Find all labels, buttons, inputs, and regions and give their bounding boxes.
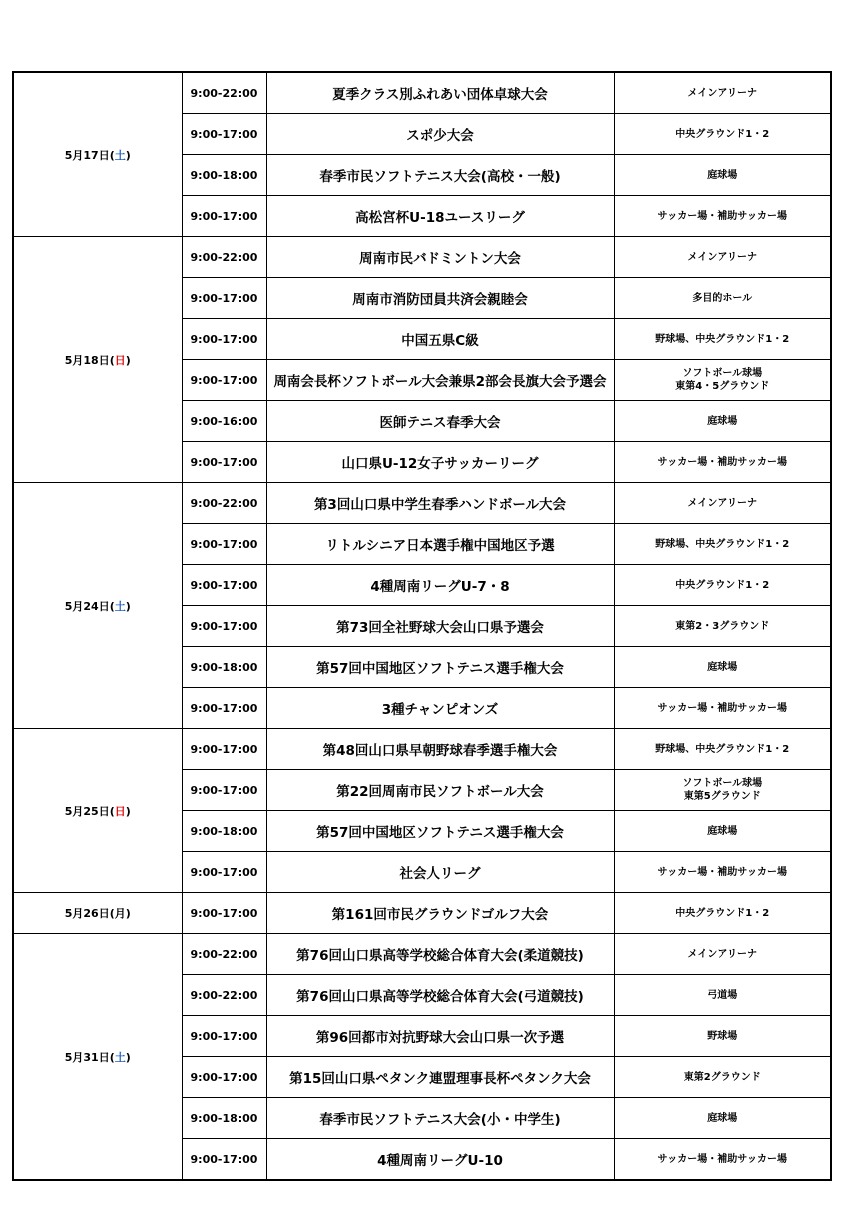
date-text: 5月24日 bbox=[64, 599, 110, 613]
venue-cell bbox=[614, 688, 831, 729]
paren-open: ( bbox=[109, 353, 115, 367]
paren-close: ) bbox=[125, 353, 131, 367]
venue-line: 庭球場 bbox=[707, 1112, 738, 1124]
venue-cell bbox=[614, 565, 831, 606]
date-cell bbox=[13, 893, 182, 934]
venue-line: 野球場、中央グラウンド1・2 bbox=[655, 333, 790, 345]
venue-line: メインアリーナ bbox=[687, 948, 757, 960]
event-name: 社会人リーグ bbox=[266, 852, 614, 893]
venue-line: サッカー場・補助サッカー場 bbox=[657, 1153, 788, 1165]
day-of-week: 日 bbox=[114, 804, 126, 818]
table-row bbox=[13, 893, 831, 934]
event-name: 4種周南リーグU-10 bbox=[266, 1139, 614, 1181]
venue-cell bbox=[614, 483, 831, 524]
time-cell: 9:00-17:00 bbox=[182, 1016, 266, 1057]
event-name: 第76回山口県高等学校総合体育大会(柔道競技) bbox=[266, 934, 614, 975]
date-text: 5月31日 bbox=[64, 1050, 110, 1064]
event-name: 第3回山口県中学生春季ハンドボール大会 bbox=[266, 483, 614, 524]
venue-cell bbox=[614, 647, 831, 688]
time-cell: 9:00-17:00 bbox=[182, 524, 266, 565]
time-cell: 9:00-18:00 bbox=[182, 647, 266, 688]
event-name: リトルシニア日本選手権中国地区予選 bbox=[266, 524, 614, 565]
time-cell: 9:00-17:00 bbox=[182, 729, 266, 770]
venue-line: 東第5グラウンド bbox=[683, 791, 761, 802]
date-cell bbox=[13, 934, 182, 1181]
paren-open: ( bbox=[109, 804, 115, 818]
time-cell: 9:00-17:00 bbox=[182, 1139, 266, 1181]
venue-line: サッカー場・補助サッカー場 bbox=[657, 702, 788, 714]
venue-line: メインアリーナ bbox=[687, 87, 757, 99]
time-cell: 9:00-18:00 bbox=[182, 155, 266, 196]
venue-cell bbox=[614, 155, 831, 196]
date-text: 5月26日 bbox=[64, 907, 110, 920]
paren-open: ( bbox=[109, 599, 115, 613]
venue-cell bbox=[614, 729, 831, 770]
time-cell: 9:00-17:00 bbox=[182, 1057, 266, 1098]
event-name: 山口県U-12女子サッカーリーグ bbox=[266, 442, 614, 483]
date-cell bbox=[13, 483, 182, 729]
event-name: 中国五県C級 bbox=[266, 319, 614, 360]
time-cell: 9:00-17:00 bbox=[182, 278, 266, 319]
time-cell: 9:00-17:00 bbox=[182, 606, 266, 647]
event-name: 第73回全社野球大会山口県予選会 bbox=[266, 606, 614, 647]
venue-cell bbox=[614, 606, 831, 647]
venue-cell bbox=[614, 770, 831, 811]
time-cell: 9:00-17:00 bbox=[182, 688, 266, 729]
table-row bbox=[13, 72, 831, 114]
venue-cell bbox=[614, 852, 831, 893]
venue-cell bbox=[614, 442, 831, 483]
table-row bbox=[13, 237, 831, 278]
date-text: 5月18日 bbox=[64, 353, 110, 367]
event-name: 高松宮杯U-18ユースリーグ bbox=[266, 196, 614, 237]
venue-line: 庭球場 bbox=[707, 169, 738, 181]
time-cell: 9:00-17:00 bbox=[182, 442, 266, 483]
venue-line: 中央グラウンド1・2 bbox=[675, 128, 770, 140]
venue-cell bbox=[614, 237, 831, 278]
paren-open: ( bbox=[109, 148, 115, 162]
venue-line: 庭球場 bbox=[707, 415, 738, 427]
time-cell: 9:00-18:00 bbox=[182, 1098, 266, 1139]
venue-cell bbox=[614, 934, 831, 975]
time-cell: 9:00-22:00 bbox=[182, 934, 266, 975]
time-cell: 9:00-17:00 bbox=[182, 196, 266, 237]
venue-cell bbox=[614, 196, 831, 237]
venue-cell bbox=[614, 319, 831, 360]
paren-close: ) bbox=[125, 148, 131, 162]
venue-cell bbox=[614, 1016, 831, 1057]
time-cell: 9:00-17:00 bbox=[182, 360, 266, 401]
venue-line: 東第2グラウンド bbox=[683, 1071, 761, 1083]
time-cell: 9:00-17:00 bbox=[182, 770, 266, 811]
event-name: 周南市民バドミントン大会 bbox=[266, 237, 614, 278]
venue-line: メインアリーナ bbox=[687, 497, 757, 509]
venue-cell bbox=[614, 114, 831, 155]
event-name: 周南市消防団員共済会親睦会 bbox=[266, 278, 614, 319]
venue-line: ソフトボール球場 bbox=[682, 778, 763, 789]
date-text: 5月25日 bbox=[64, 804, 110, 818]
paren-close: ) bbox=[125, 1050, 131, 1064]
venue-line: ソフトボール球場 bbox=[682, 368, 763, 379]
venue-line: 弓道場 bbox=[707, 989, 738, 1001]
venue-line: サッカー場・補助サッカー場 bbox=[657, 866, 788, 878]
venue-cell bbox=[614, 893, 831, 934]
time-cell: 9:00-22:00 bbox=[182, 72, 266, 114]
event-name: 第96回都市対抗野球大会山口県一次予選 bbox=[266, 1016, 614, 1057]
venue-cell bbox=[614, 278, 831, 319]
event-name: スポ少大会 bbox=[266, 114, 614, 155]
schedule-body bbox=[13, 72, 831, 1180]
venue-cell bbox=[614, 72, 831, 114]
event-name: 第57回中国地区ソフトテニス選手権大会 bbox=[266, 811, 614, 852]
venue-line: メインアリーナ bbox=[687, 251, 757, 263]
event-name: 第161回市民グラウンドゴルフ大会 bbox=[266, 893, 614, 934]
date-cell bbox=[13, 237, 182, 483]
time-cell: 9:00-22:00 bbox=[182, 237, 266, 278]
day-of-week: 土 bbox=[114, 1050, 126, 1064]
paren-close: ) bbox=[125, 907, 131, 920]
time-cell: 9:00-22:00 bbox=[182, 975, 266, 1016]
venue-cell bbox=[614, 975, 831, 1016]
time-cell: 9:00-17:00 bbox=[182, 852, 266, 893]
venue-line: 庭球場 bbox=[707, 661, 738, 673]
venue-cell bbox=[614, 360, 831, 401]
time-cell: 9:00-18:00 bbox=[182, 811, 266, 852]
venue-line: 野球場、中央グラウンド1・2 bbox=[655, 743, 790, 755]
paren-open: ( bbox=[109, 1050, 115, 1064]
date-cell bbox=[13, 72, 182, 237]
day-of-week: 土 bbox=[114, 148, 126, 162]
event-name: 第76回山口県高等学校総合体育大会(弓道競技) bbox=[266, 975, 614, 1016]
event-name: 春季市民ソフトテニス大会(小・中学生) bbox=[266, 1098, 614, 1139]
event-name: 第15回山口県ペタンク連盟理事長杯ペタンク大会 bbox=[266, 1057, 614, 1098]
event-schedule-table bbox=[12, 71, 832, 1181]
venue-line: 野球場 bbox=[707, 1030, 738, 1042]
event-name: 3種チャンピオンズ bbox=[266, 688, 614, 729]
event-name: 第57回中国地区ソフトテニス選手権大会 bbox=[266, 647, 614, 688]
event-name: 周南会長杯ソフトボール大会兼県2部会長旗大会予選会 bbox=[266, 360, 614, 401]
venue-cell bbox=[614, 524, 831, 565]
venue-line: 東第2・3グラウンド bbox=[675, 620, 770, 632]
paren-close: ) bbox=[125, 804, 131, 818]
venue-line: 野球場、中央グラウンド1・2 bbox=[655, 538, 790, 550]
event-name: 4種周南リーグU-7・8 bbox=[266, 565, 614, 606]
venue-line: サッカー場・補助サッカー場 bbox=[657, 456, 788, 468]
paren-close: ) bbox=[125, 599, 131, 613]
day-of-week: 日 bbox=[114, 353, 126, 367]
venue-line: 中央グラウンド1・2 bbox=[675, 579, 770, 591]
table-row bbox=[13, 934, 831, 975]
venue-line: サッカー場・補助サッカー場 bbox=[657, 210, 788, 222]
time-cell: 9:00-17:00 bbox=[182, 565, 266, 606]
venue-line: 東第4・5グラウンド bbox=[675, 381, 770, 392]
date-cell bbox=[13, 729, 182, 893]
time-cell: 9:00-17:00 bbox=[182, 893, 266, 934]
table-row bbox=[13, 483, 831, 524]
venue-cell bbox=[614, 401, 831, 442]
event-name: 春季市民ソフトテニス大会(高校・一般) bbox=[266, 155, 614, 196]
venue-line: 中央グラウンド1・2 bbox=[675, 907, 770, 919]
event-name: 第48回山口県早朝野球春季選手権大会 bbox=[266, 729, 614, 770]
time-cell: 9:00-17:00 bbox=[182, 319, 266, 360]
event-name: 夏季クラス別ふれあい団体卓球大会 bbox=[266, 72, 614, 114]
time-cell: 9:00-17:00 bbox=[182, 114, 266, 155]
venue-cell bbox=[614, 811, 831, 852]
venue-line: 多目的ホール bbox=[692, 292, 753, 304]
time-cell: 9:00-16:00 bbox=[182, 401, 266, 442]
time-cell: 9:00-22:00 bbox=[182, 483, 266, 524]
venue-line: 庭球場 bbox=[707, 825, 738, 837]
venue-cell bbox=[614, 1098, 831, 1139]
table-row bbox=[13, 729, 831, 770]
paren-open: ( bbox=[109, 907, 115, 920]
event-name: 医師テニス春季大会 bbox=[266, 401, 614, 442]
day-of-week: 土 bbox=[114, 599, 126, 613]
date-text: 5月17日 bbox=[64, 148, 110, 162]
venue-cell bbox=[614, 1139, 831, 1181]
day-of-week: 月 bbox=[114, 907, 126, 920]
event-name: 第22回周南市民ソフトボール大会 bbox=[266, 770, 614, 811]
venue-cell bbox=[614, 1057, 831, 1098]
